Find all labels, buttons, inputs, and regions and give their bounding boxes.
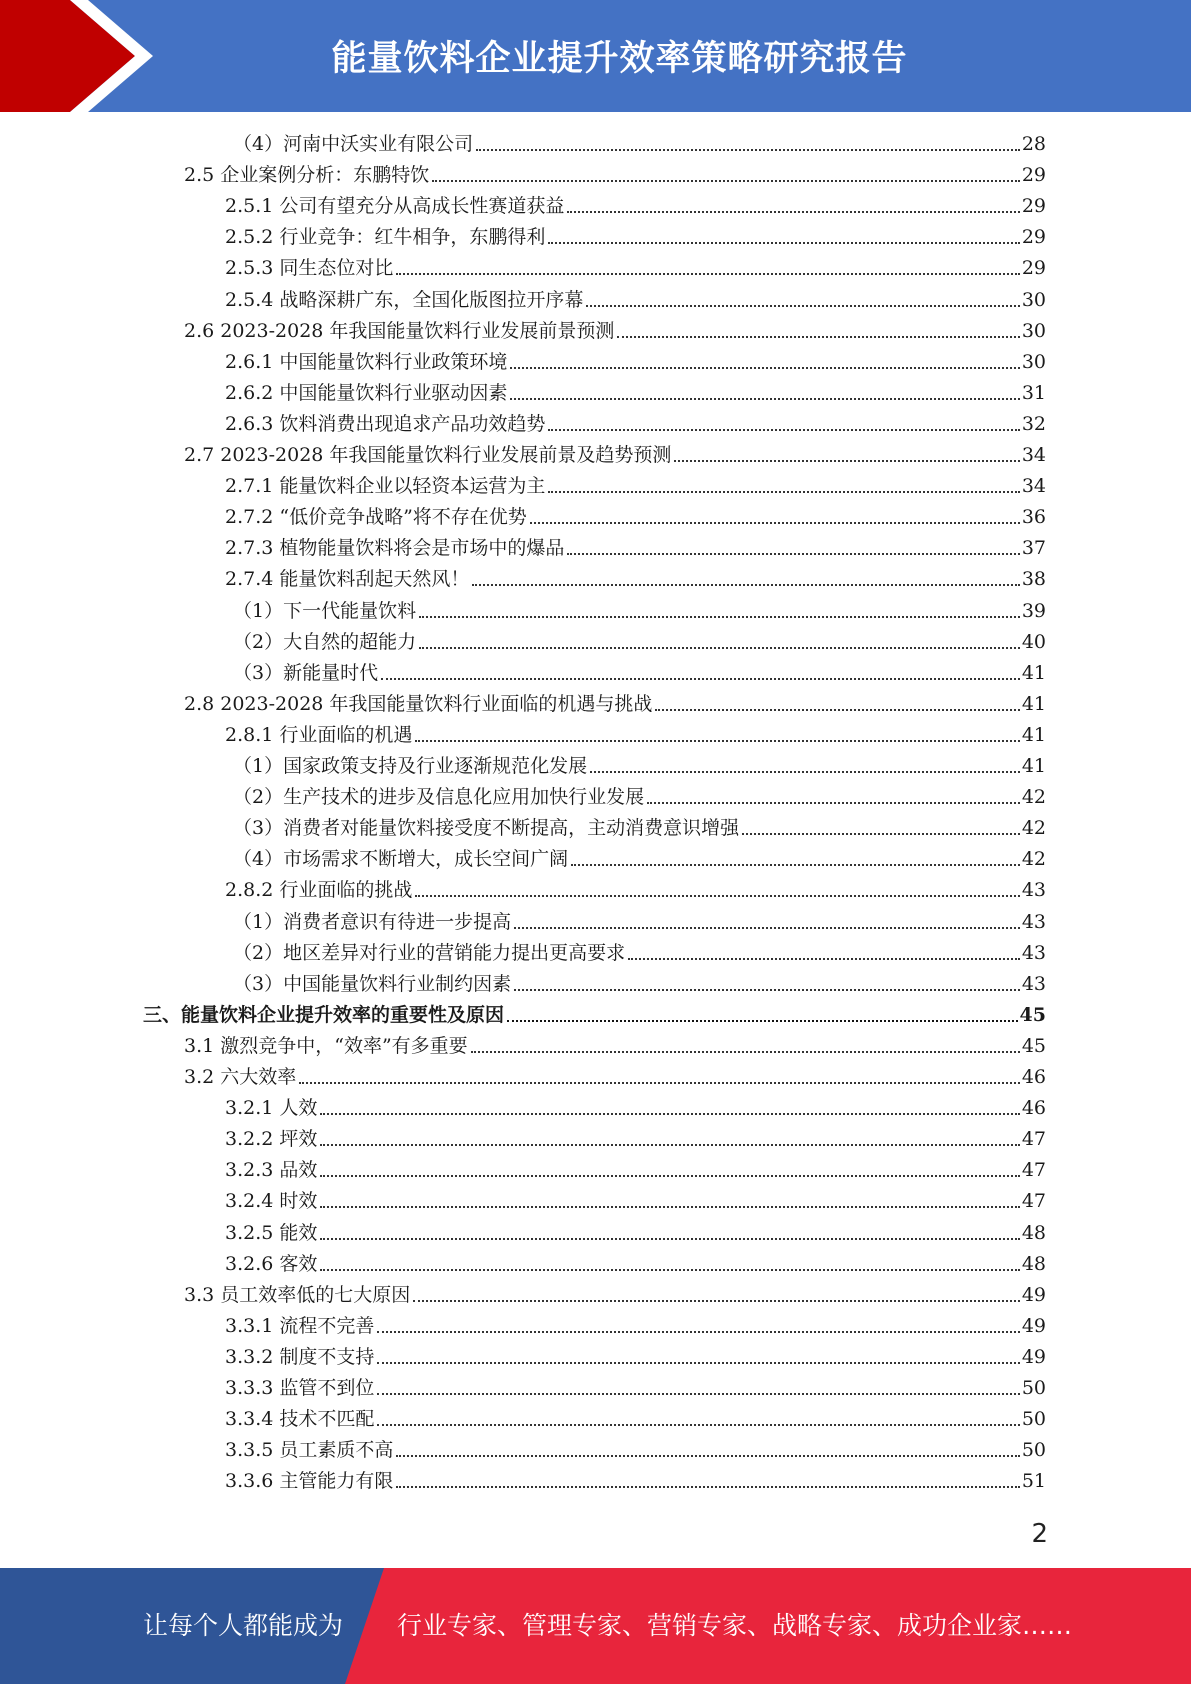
toc-leader-dots <box>320 1238 1019 1240</box>
page-footer <box>0 1568 1191 1684</box>
toc-entry-label: 三、能量饮料企业提升效率的重要性及原因 <box>143 1003 505 1026</box>
toc-entry[interactable] <box>225 219 1046 250</box>
toc-entry-label: 3.2.4 时效 <box>225 1190 318 1213</box>
toc-entry-page: 48 <box>1021 1252 1046 1275</box>
toc-entry[interactable] <box>225 468 1046 499</box>
toc-entry-page: 49 <box>1021 1314 1046 1337</box>
toc-entry-page: 36 <box>1021 506 1046 529</box>
toc-entry-label: 3.2.2 坪效 <box>225 1128 318 1151</box>
toc-entry-label: 3.3.2 制度不支持 <box>225 1345 375 1368</box>
toc-entry[interactable] <box>184 1277 1046 1308</box>
toc-leader-dots <box>299 1082 1020 1084</box>
toc-entry[interactable] <box>225 1183 1046 1214</box>
toc-leader-dots <box>476 149 1020 151</box>
toc-entry[interactable] <box>233 935 1046 966</box>
toc-leader-dots <box>320 1206 1019 1208</box>
toc-entry-label: （2）生产技术的进步及信息化应用加快行业发展 <box>233 786 645 809</box>
toc-entry[interactable] <box>225 1370 1046 1401</box>
toc-entry-label: 2.5.3 同生态位对比 <box>225 257 394 280</box>
toc-entry[interactable] <box>184 1059 1046 1090</box>
toc-entry-page: 34 <box>1021 444 1046 466</box>
toc-leader-dots <box>655 709 1019 711</box>
toc-leader-dots <box>377 1362 1019 1364</box>
toc-entry[interactable] <box>233 624 1046 655</box>
page-header <box>0 0 1191 112</box>
toc-entry-page: 34 <box>1021 475 1046 498</box>
toc-entry-label: 2.6.2 中国能量饮料行业驱动因素 <box>225 381 508 404</box>
toc-entry-page: 43 <box>1021 910 1046 933</box>
toc-entry[interactable] <box>233 810 1046 841</box>
toc-entry-label: 2.6.1 中国能量饮料行业政策环境 <box>225 350 508 373</box>
toc-entry-label: 3.2.6 客效 <box>225 1252 318 1275</box>
toc-leader-dots <box>396 1486 1019 1488</box>
toc-entry-page: 38 <box>1021 568 1046 591</box>
toc-leader-dots <box>415 895 1019 897</box>
toc-entry[interactable] <box>225 561 1046 592</box>
toc-entry-page: 29 <box>1021 257 1046 280</box>
toc-entry[interactable] <box>184 157 1046 188</box>
toc-entry-label: （2）地区差异对行业的营销能力提出更高要求 <box>233 941 626 964</box>
toc-entry-page: 51 <box>1021 1470 1046 1493</box>
toc-entry[interactable] <box>225 188 1046 219</box>
toc-entry-page: 41 <box>1021 755 1046 777</box>
toc-leader-dots <box>320 1144 1019 1146</box>
toc-leader-dots <box>514 989 1020 991</box>
toc-entry[interactable] <box>225 1215 1046 1246</box>
toc-entry[interactable] <box>225 1463 1046 1494</box>
toc-leader-dots <box>567 211 1019 213</box>
toc-entry[interactable] <box>225 250 1046 281</box>
toc-entry-page: 42 <box>1021 786 1046 809</box>
toc-leader-dots <box>419 616 1020 618</box>
toc-entry-page: 29 <box>1021 226 1046 249</box>
toc-entry-label: 2.7.2 “低价竞争战略”将不存在优势 <box>225 506 527 529</box>
toc-entry[interactable] <box>225 872 1046 903</box>
toc-entry[interactable] <box>233 655 1046 686</box>
toc-entry-page: 41 <box>1021 723 1046 746</box>
toc-leader-dots <box>567 553 1019 555</box>
toc-entry-page: 41 <box>1021 692 1046 715</box>
toc-entry-label: 2.5.2 行业竞争：红牛相争，东鹏得利 <box>225 226 546 249</box>
toc-entry-label: 2.8.1 行业面临的机遇 <box>225 723 413 746</box>
toc-leader-dots <box>471 1051 1020 1053</box>
toc-entry[interactable] <box>225 1152 1046 1183</box>
toc-leader-dots <box>320 1269 1019 1271</box>
toc-entry-page: 49 <box>1021 1283 1046 1306</box>
toc-entry-page: 49 <box>1021 1345 1046 1368</box>
toc-entry[interactable] <box>225 530 1046 561</box>
toc-leader-dots <box>396 1455 1019 1457</box>
toc-leader-dots <box>548 491 1019 493</box>
toc-leader-dots <box>514 927 1020 929</box>
toc-leader-dots <box>742 833 1020 835</box>
toc-entry-label: 2.6.3 饮料消费出现追求产品功效趋势 <box>225 412 546 435</box>
toc-leader-dots <box>617 336 1019 338</box>
toc-leader-dots <box>419 647 1020 649</box>
toc-leader-dots <box>415 740 1019 742</box>
toc-entry-label: 3.2.1 人效 <box>225 1097 318 1120</box>
toc-entry-label: （1）国家政策支持及行业逐渐规范化发展 <box>233 755 588 777</box>
toc-entry-label: （1）消费者意识有待进一步提高 <box>233 910 512 933</box>
toc-entry-page: 43 <box>1021 879 1046 902</box>
toc-entry-page: 37 <box>1021 537 1046 560</box>
toc-entry[interactable] <box>184 686 1046 717</box>
toc-leader-dots <box>377 1424 1019 1426</box>
toc-entry-label: 2.8 2023-2028 年我国能量饮料行业面临的机遇与挑战 <box>184 692 653 715</box>
toc-entry[interactable] <box>225 1401 1046 1432</box>
toc-entry[interactable] <box>233 748 1046 779</box>
toc-entry-label: 2.5.1 公司有望充分从高成长性赛道获益 <box>225 195 565 218</box>
toc-entry[interactable] <box>225 406 1046 437</box>
toc-entry-page: 30 <box>1021 350 1046 373</box>
toc-leader-dots <box>586 305 1019 307</box>
toc-leader-dots <box>396 273 1019 275</box>
toc-leader-dots <box>510 398 1019 400</box>
toc-entry-label: （4）市场需求不断增大，成长空间广阔 <box>233 848 569 871</box>
toc-entry-page: 50 <box>1021 1377 1046 1399</box>
toc-entry-label: 3.3.1 流程不完善 <box>225 1314 375 1337</box>
toc-leader-dots <box>381 678 1020 680</box>
toc-leader-dots <box>472 584 1019 586</box>
toc-entry[interactable] <box>225 1246 1046 1277</box>
toc-leader-dots <box>510 367 1019 369</box>
toc-entry-label: 3.3.5 员工素质不高 <box>225 1439 394 1462</box>
toc-entry-label: 3.3.6 主管能力有限 <box>225 1470 394 1493</box>
toc-leader-dots <box>320 1113 1019 1115</box>
toc-entry-page: 29 <box>1021 195 1046 218</box>
toc-entry-page: 28 <box>1021 133 1046 155</box>
toc-entry-page: 46 <box>1021 1066 1046 1088</box>
toc-entry[interactable] <box>225 1432 1046 1463</box>
toc-entry-page: 40 <box>1021 630 1046 653</box>
toc-entry-page: 43 <box>1021 941 1046 964</box>
toc-entry-label: 3.2.5 能效 <box>225 1221 318 1244</box>
toc-entry[interactable] <box>225 1121 1046 1152</box>
toc-entry-label: 2.7.1 能量饮料企业以轻资本运营为主 <box>225 475 546 498</box>
toc-leader-dots <box>674 460 1019 462</box>
toc-entry-page: 45 <box>1021 1034 1046 1057</box>
toc-entry-label: 2.7.4 能量饮料刮起天然风！ <box>225 568 470 591</box>
toc-leader-dots <box>377 1331 1019 1333</box>
toc-leader-dots <box>628 958 1020 960</box>
toc-entry-label: 3.3.4 技术不匹配 <box>225 1408 375 1431</box>
toc-entry[interactable] <box>233 593 1046 624</box>
page-number: 2 <box>1031 1519 1048 1549</box>
footer-tagline: 行业专家、管理专家、营销专家、战略专家、成功企业家…… <box>397 1611 1073 1640</box>
toc-leader-dots <box>507 1020 1018 1022</box>
toc-leader-dots <box>432 180 1020 182</box>
toc-entry[interactable] <box>233 779 1046 810</box>
toc-leader-dots <box>548 242 1019 244</box>
toc-entry-page: 30 <box>1021 288 1046 311</box>
toc-entry-page: 47 <box>1021 1128 1046 1151</box>
toc-leader-dots <box>548 429 1019 431</box>
toc-entry-page: 48 <box>1021 1221 1046 1244</box>
toc-entry[interactable] <box>225 375 1046 406</box>
toc-leader-dots <box>320 1175 1019 1177</box>
toc-entry-page: 42 <box>1021 817 1046 840</box>
toc-entry[interactable] <box>233 841 1046 872</box>
toc-entry[interactable] <box>233 904 1046 935</box>
toc-entry-page: 47 <box>1021 1190 1046 1213</box>
toc-entry-page: 46 <box>1021 1097 1046 1120</box>
toc-entry-page: 47 <box>1021 1159 1046 1182</box>
toc-entry-label: （3）中国能量饮料行业制约因素 <box>233 972 512 995</box>
document-title: 能量饮料企业提升效率策略研究报告 <box>331 39 908 79</box>
toc-entry-page: 30 <box>1021 319 1046 342</box>
toc-entry-label: （2）大自然的超能力 <box>233 630 417 653</box>
toc-entry-page: 50 <box>1021 1408 1046 1431</box>
toc-entry[interactable] <box>233 966 1046 997</box>
toc-entry-page: 45 <box>1019 1003 1046 1026</box>
toc-entry-page: 41 <box>1021 661 1046 684</box>
toc-entry[interactable] <box>225 1308 1046 1339</box>
toc-entry-label: 2.6 2023-2028 年我国能量饮料行业发展前景预测 <box>184 319 615 342</box>
toc-entry-label: 2.5 企业案例分析：东鹏特饮 <box>184 164 430 187</box>
toc-entry-page: 31 <box>1021 381 1046 404</box>
toc-entry[interactable] <box>225 282 1046 313</box>
toc-entry[interactable] <box>184 1028 1046 1059</box>
toc-leader-dots <box>377 1393 1019 1395</box>
toc-entry-label: （1）下一代能量饮料 <box>233 599 417 622</box>
toc-entry-label: 2.5.4 战略深耕广东，全国化版图拉开序幕 <box>225 288 584 311</box>
toc-entry[interactable] <box>225 499 1046 530</box>
toc-entry-page: 32 <box>1021 412 1046 435</box>
toc-entry-label: 3.3.3 监管不到位 <box>225 1377 375 1399</box>
toc-leader-dots <box>413 1300 1020 1302</box>
toc-leader-dots <box>647 802 1020 804</box>
toc-entry-label: 3.3 员工效率低的七大原因 <box>184 1283 411 1306</box>
toc-entry-label: 3.2 六大效率 <box>184 1066 297 1088</box>
toc-leader-dots <box>530 522 1020 524</box>
toc-entry-page: 29 <box>1021 164 1046 187</box>
toc-entry-page: 39 <box>1021 599 1046 622</box>
toc-entry-label: 2.8.2 行业面临的挑战 <box>225 879 413 902</box>
toc-entry[interactable] <box>143 997 1046 1028</box>
toc-entry[interactable] <box>233 126 1046 157</box>
toc-entry[interactable] <box>225 1339 1046 1370</box>
toc-entry-label: 3.2.3 品效 <box>225 1159 318 1182</box>
footer-slogan: 让每个人都能成为 <box>143 1611 344 1640</box>
toc-leader-dots <box>590 771 1020 773</box>
toc-entry-label: （3）消费者对能量饮料接受度不断提高，主动消费意识增强 <box>233 817 740 840</box>
toc-entry-label: 3.1 激烈竞争中，“效率”有多重要 <box>184 1034 468 1057</box>
toc-entry[interactable] <box>225 1090 1046 1121</box>
toc-entry[interactable] <box>184 437 1046 468</box>
toc-entry-page: 42 <box>1021 848 1046 871</box>
toc-entry[interactable] <box>225 344 1046 375</box>
toc-entry-label: 2.7 2023-2028 年我国能量饮料行业发展前景及趋势预测 <box>184 444 672 466</box>
toc-entry-label: （4）河南中沃实业有限公司 <box>233 133 474 155</box>
toc-entry-page: 43 <box>1021 972 1046 995</box>
toc-entry[interactable] <box>225 717 1046 748</box>
toc-entry-label: （3）新能量时代 <box>233 661 379 684</box>
toc-entry[interactable] <box>184 313 1046 344</box>
toc-leader-dots <box>571 864 1020 866</box>
toc-entry-label: 2.7.3 植物能量饮料将会是市场中的爆品 <box>225 537 565 560</box>
toc-entry-page: 50 <box>1021 1439 1046 1462</box>
